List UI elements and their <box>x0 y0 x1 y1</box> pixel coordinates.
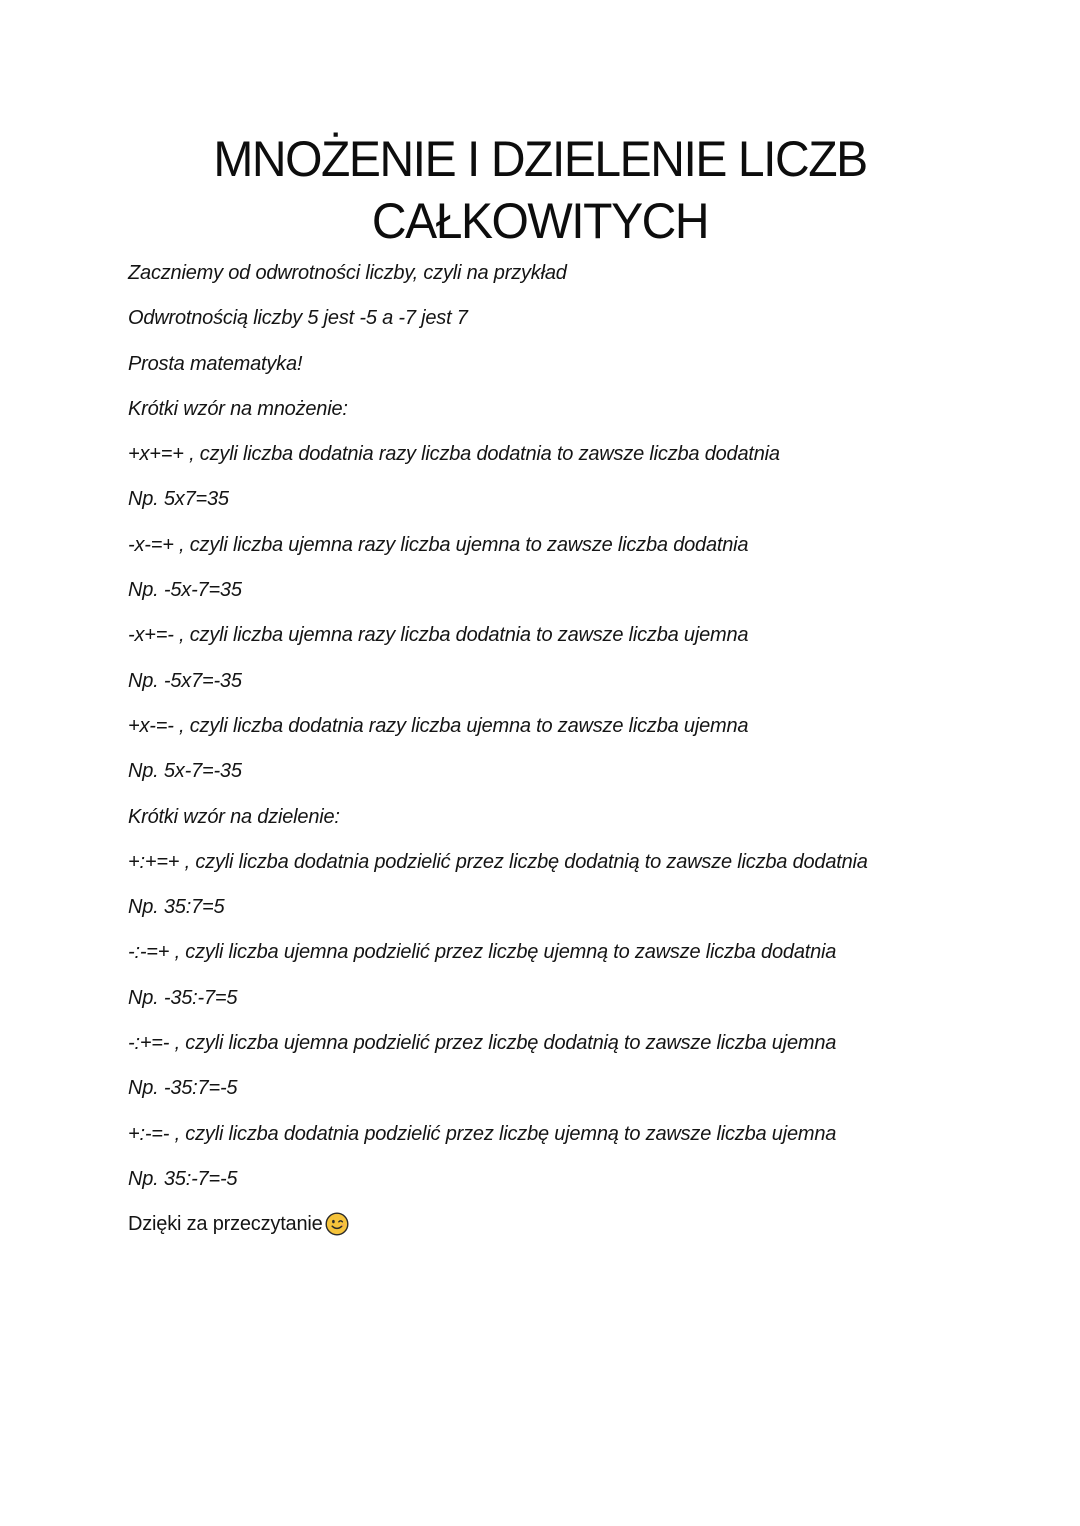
multiplication-heading: Krótki wzór na mnożenie: <box>128 397 348 420</box>
document-body <box>128 258 1028 1255</box>
example-neg-times-pos: Np. -5x7=-35 <box>128 669 242 692</box>
example-pos-times-pos: Np. 5x7=35 <box>128 488 229 511</box>
rule-pos-times-neg: +x-=- , czyli liczba dodatnia razy liczba ujemna to zawsze liczba ujemna <box>128 714 749 737</box>
rule-neg-div-pos: -:+=- , czyli liczba ujemna podzielić przez liczbę dodatnią to zawsze liczba ujemna <box>128 1032 837 1055</box>
intro-line: Zaczniemy od odwrotności liczby, czyli na przykład <box>128 262 567 284</box>
example-pos-div-neg: Np. 35:-7=-5 <box>128 1167 238 1190</box>
example-neg-div-neg: Np. -35:-7=5 <box>128 986 238 1009</box>
rule-pos-div-neg: +:-=- , czyli liczba dodatnia podzielić przez liczbę ujemną to zawsze liczba ujemna <box>128 1122 837 1145</box>
reciprocal-example: Odwrotnością liczby 5 jest -5 a -7 jest 7 <box>128 307 468 330</box>
example-pos-times-neg: Np. 5x-7=-35 <box>128 760 242 783</box>
rule-neg-times-pos: -x+=- , czyli liczba ujemna razy liczba dodatnia to zawsze liczba ujemna <box>128 624 749 647</box>
example-neg-div-pos: Np. -35:7=-5 <box>128 1077 238 1100</box>
title-line-2: CAŁKOWITYCH <box>371 193 709 249</box>
simple-math-line: Prosta matematyka! <box>128 352 303 375</box>
rule-neg-times-neg: -x-=+ , czyli liczba ujemna razy liczba ujemna to zawsze liczba dodatnia <box>128 533 749 556</box>
example-neg-times-neg: Np. -5x-7=35 <box>128 579 242 602</box>
page-title <box>22 128 1059 252</box>
rule-neg-div-neg: -:-=+ , czyli liczba ujemna podzielić przez liczbę ujemną to zawsze liczba dodatnia <box>128 941 837 964</box>
closing-line <box>128 1209 1028 1239</box>
rule-pos-times-pos: +x+=+ , czyli liczba dodatnia razy liczba dodatnia to zawsze liczba dodatnia <box>128 443 780 466</box>
division-heading: Krótki wzór na dzielenie: <box>128 805 340 828</box>
rule-pos-div-pos: +:+=+ , czyli liczba dodatnia podzielić przez liczbę dodatnią to zawsze liczba dodatnia <box>128 850 868 873</box>
title-line-1: MNOŻENIE I DZIELENIE LICZB <box>213 131 867 187</box>
winking-face-emoji-icon <box>325 1212 349 1236</box>
example-pos-div-pos: Np. 35:7=5 <box>128 896 225 919</box>
closing-text: Dzięki za przeczytanie <box>128 1213 323 1236</box>
